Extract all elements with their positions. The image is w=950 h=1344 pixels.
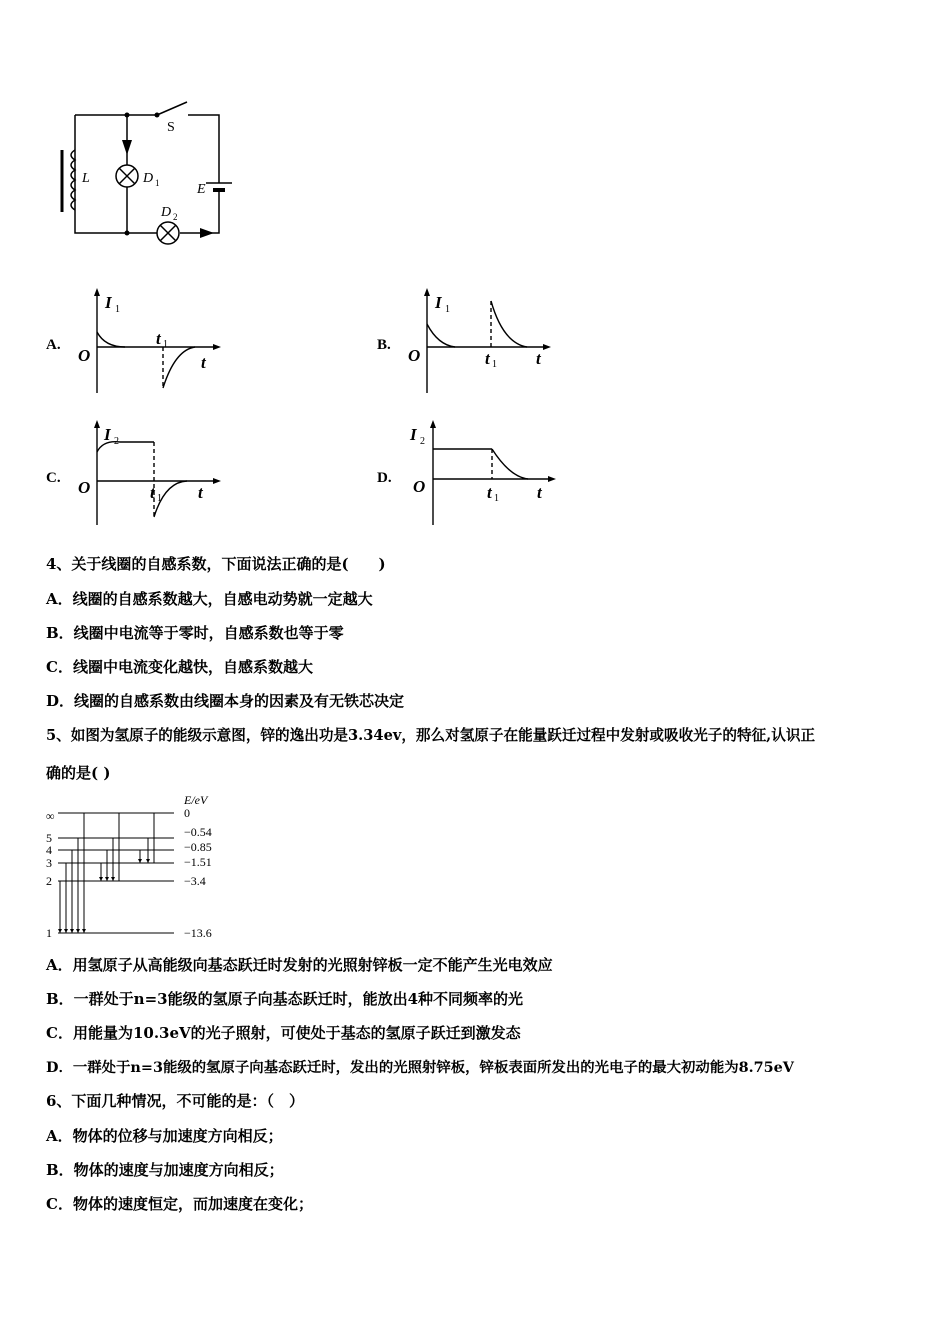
origin-label: O xyxy=(78,346,91,365)
x-axis-label: t xyxy=(537,483,542,502)
lamp2-label: D xyxy=(161,205,172,220)
x-axis-label: t xyxy=(198,483,203,502)
y-axis-sub: 2 xyxy=(114,436,119,447)
y-axis-label: I xyxy=(435,293,442,312)
q5-option-d: D．一群处于n=3能级的氢原子向基态跃迁时，发出的光照射锌板，锌板表面所发出的光电子的最大初动能为8.75eV xyxy=(46,1059,794,1076)
tick-label: t xyxy=(150,483,155,502)
q6-option-b: B．物体的速度与加速度方向相反； xyxy=(46,1161,284,1179)
tick-label: t xyxy=(485,349,490,368)
y-axis-label: I xyxy=(105,293,112,312)
q4-option-c: C．线圈中电流变化越快，自感系数越大 xyxy=(46,658,313,676)
lamp1-sub: 1 xyxy=(155,178,160,188)
battery-label: E xyxy=(197,182,206,197)
q5-option-a: A．用氢原子从高能级向基态跃迁时发射的光照射锌板一定不能产生光电效应 xyxy=(46,956,553,974)
q6-stem: 6、下面几种情况，不可能的是：（ ） xyxy=(46,1092,304,1110)
level-energy: −0.54 xyxy=(184,825,212,839)
tick-sub: 1 xyxy=(494,493,499,504)
q6-option-c: C．物体的速度恒定，而加速度在变化； xyxy=(46,1195,313,1213)
level-n: 4 xyxy=(46,843,52,857)
tick-sub: 1 xyxy=(163,339,168,350)
level-energy: 0 xyxy=(184,806,190,820)
graph-d xyxy=(410,420,560,530)
q5-option-c: C．用能量为10.3eV的光子照射，可使处于基态的氢原子跃迁到激发态 xyxy=(46,1024,521,1042)
level-energy: −1.51 xyxy=(184,855,212,869)
energy-axis-label: E/eV xyxy=(184,793,208,807)
graph-c xyxy=(75,420,225,530)
circuit-diagram xyxy=(40,100,240,250)
lamp1-label: D xyxy=(143,171,154,186)
q5-stem-line2: 确的是( ) xyxy=(46,764,111,782)
level-energy: −13.6 xyxy=(184,926,212,940)
y-axis-sub: 1 xyxy=(115,304,120,315)
level-n: ∞ xyxy=(46,809,55,823)
level-energy: −3.4 xyxy=(184,874,206,888)
option-b-label: B. xyxy=(377,337,391,353)
tick-label: t xyxy=(487,483,492,502)
x-axis-label: t xyxy=(201,353,206,372)
graph-a xyxy=(75,288,225,398)
x-axis-label: t xyxy=(536,349,541,368)
q5-option-b: B．一群处于n=3能级的氢原子向基态跃迁时，能放出4种不同频率的光 xyxy=(46,990,524,1008)
energy-level-diagram xyxy=(44,790,234,940)
level-n: 3 xyxy=(46,856,52,870)
level-n: 5 xyxy=(46,831,52,845)
y-axis-sub: 1 xyxy=(445,304,450,315)
q4-option-b: B．线圈中电流等于零时，自感系数也等于零 xyxy=(46,624,344,642)
level-n: 2 xyxy=(46,874,52,888)
origin-label: O xyxy=(408,346,421,365)
tick-sub: 1 xyxy=(492,359,497,370)
q4-option-a: A．线圈的自感系数越大，自感电动势就一定越大 xyxy=(46,590,373,608)
origin-label: O xyxy=(413,477,426,496)
q6-option-a: A．物体的位移与加速度方向相反； xyxy=(46,1127,283,1145)
inductor-label: L xyxy=(82,171,90,186)
level-energy: −0.85 xyxy=(184,840,212,854)
origin-label: O xyxy=(78,478,91,497)
lamp2-sub: 2 xyxy=(173,212,178,222)
q4-stem: 4、关于线圈的自感系数，下面说法正确的是( ) xyxy=(46,555,386,573)
option-a-label: A. xyxy=(46,337,61,353)
level-n: 1 xyxy=(46,926,52,940)
graph-b xyxy=(405,288,555,398)
y-axis-label: I xyxy=(410,425,417,444)
option-c-label: C. xyxy=(46,470,61,486)
option-d-label: D. xyxy=(377,470,392,486)
y-axis-sub: 2 xyxy=(420,436,425,447)
tick-label: t xyxy=(156,329,161,348)
tick-sub: 1 xyxy=(157,493,162,504)
q4-option-d: D．线圈的自感系数由线圈本身的因素及有无铁芯决定 xyxy=(46,692,405,710)
q5-stem-line1: 5、如图为氢原子的能级示意图，锌的逸出功是3.34ev，那么对氢原子在能量跃迁过程中发射或吸收光子的特征,认识正 xyxy=(46,727,816,744)
y-axis-label: I xyxy=(104,425,111,444)
switch-label: S xyxy=(167,120,175,135)
